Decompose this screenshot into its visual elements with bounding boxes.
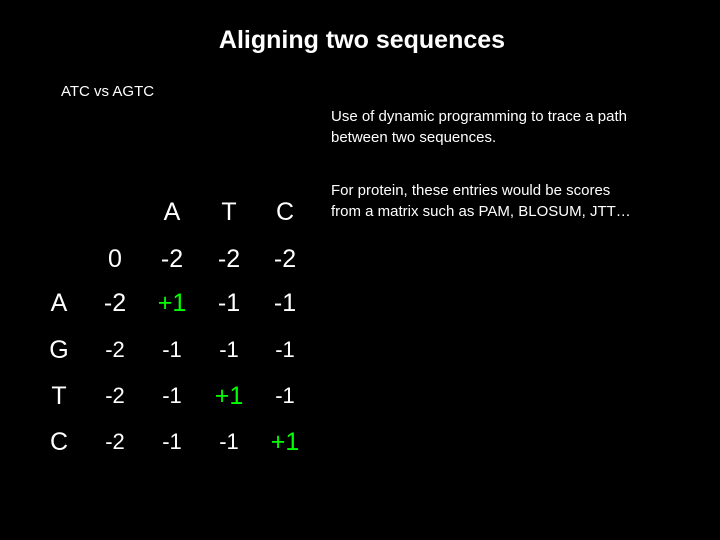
row-header: G — [49, 336, 69, 364]
matrix-cell: -2 — [105, 383, 125, 408]
matrix-cell: 0 — [108, 245, 122, 273]
column-header: A — [163, 198, 181, 226]
note-line: For protein, these entries would be scores — [331, 182, 611, 199]
matrix-cell: +1 — [270, 428, 300, 456]
column-header: T — [221, 198, 237, 226]
matrix-cell: -1 — [219, 337, 239, 362]
row-header: A — [50, 289, 68, 317]
note-protein-scores — [331, 180, 631, 222]
matrix-cell: -1 — [162, 337, 182, 362]
matrix-cell: -2 — [273, 245, 297, 273]
matrix-cell: -2 — [160, 245, 184, 273]
row-header: T — [51, 382, 67, 410]
matrix-cell: -1 — [162, 383, 182, 408]
row-header: C — [49, 428, 69, 456]
matrix-cell: -1 — [273, 289, 297, 317]
note-line: Use of dynamic programming to trace a path — [331, 108, 627, 125]
column-header: C — [275, 198, 295, 226]
note-line: from a matrix such as PAM, BLOSUM, JTT… — [331, 203, 631, 220]
matrix-cell: -1 — [219, 429, 239, 454]
matrix-cell: +1 — [214, 382, 244, 410]
note-line: between two sequences. — [331, 129, 497, 146]
matrix-cell: -2 — [105, 337, 125, 362]
matrix-cell: -2 — [103, 289, 127, 317]
matrix-cell: +1 — [157, 289, 187, 317]
matrix-cell: -1 — [275, 383, 295, 408]
note-dynamic-programming — [331, 106, 627, 148]
matrix-cell: -2 — [217, 245, 241, 273]
matrix-cell: -1 — [217, 289, 241, 317]
comparison-subtitle: ATC vs AGTC — [61, 83, 155, 100]
slide-title: Aligning two sequences — [218, 26, 506, 54]
matrix-cell: -1 — [162, 429, 182, 454]
matrix-cell: -2 — [105, 429, 125, 454]
matrix-cell: -1 — [275, 337, 295, 362]
